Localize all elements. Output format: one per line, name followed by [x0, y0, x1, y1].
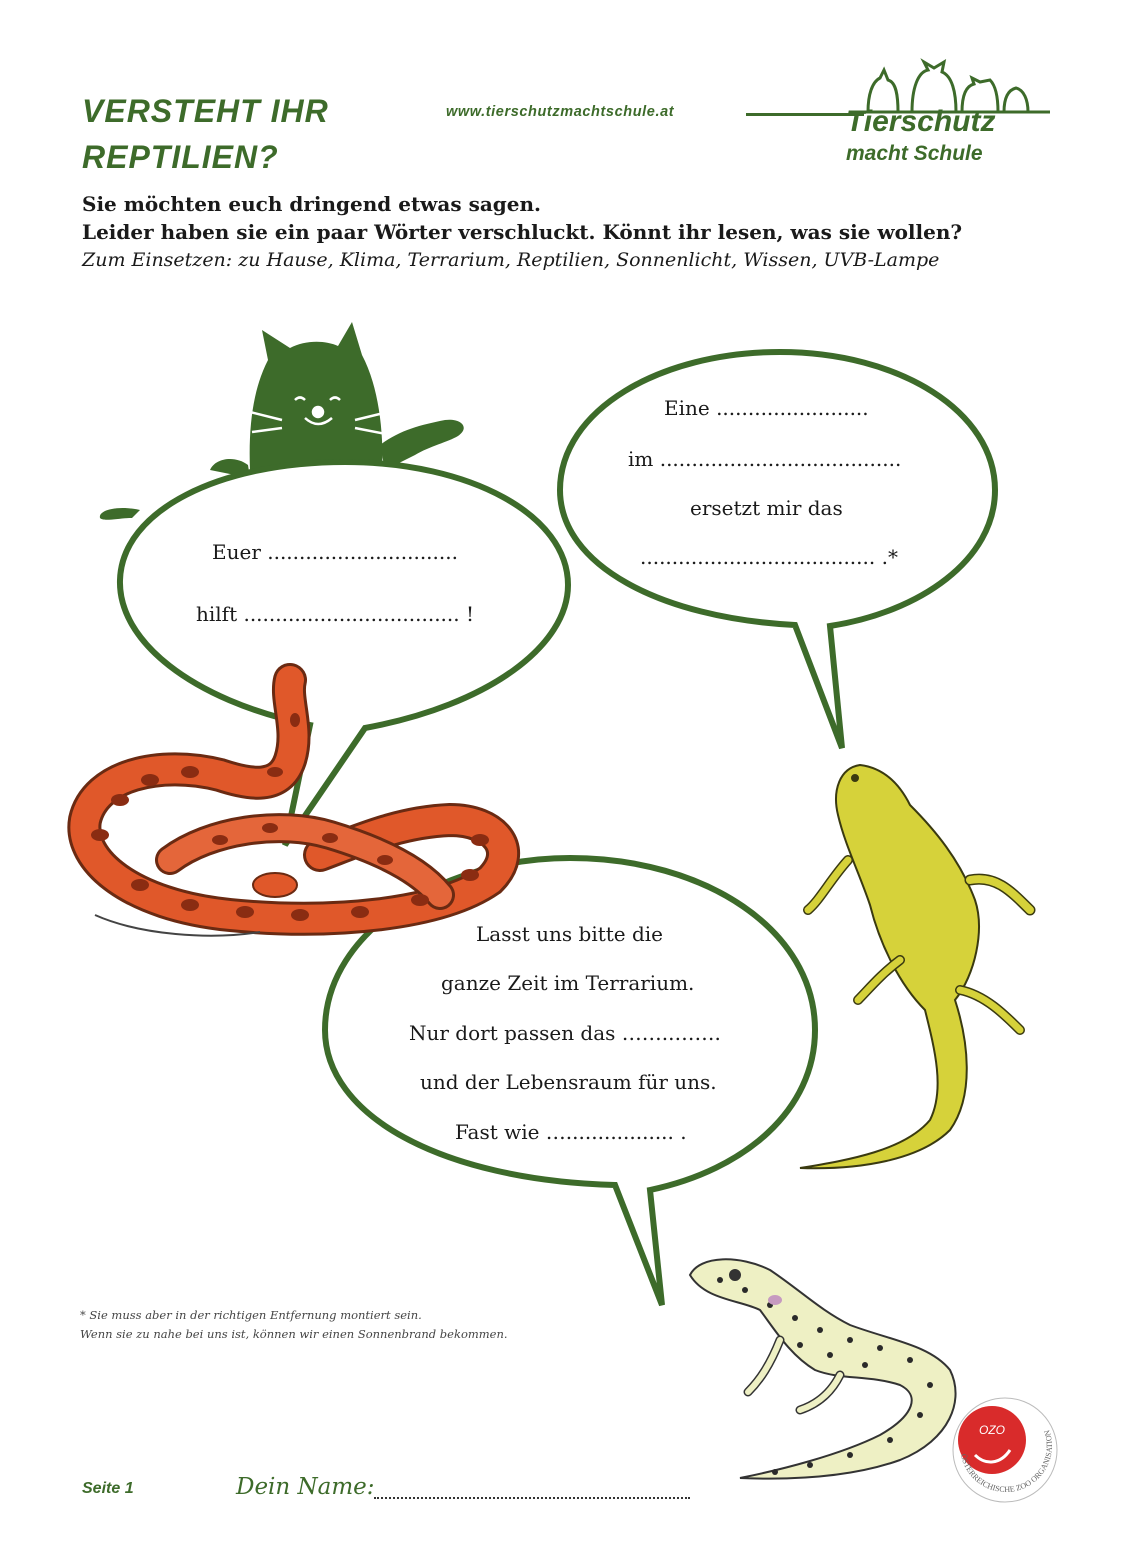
bearded-dragon-illustration — [800, 765, 1030, 1168]
name-input-line[interactable] — [374, 1497, 690, 1499]
bubble-right-line-1[interactable]: Eine ........................ — [664, 396, 869, 420]
footnote-line-1: * Sie muss aber in der richtigen Entfernung montiert sein. — [80, 1308, 422, 1322]
ozo-ring-label: ÖSTERREICHISCHE ZOO ORGANISATION — [958, 1428, 1055, 1495]
bubble-left-line-2[interactable]: hilft .................................. ! — [196, 602, 475, 626]
ozo-logo-ring — [952, 1392, 1060, 1500]
bubble-bottom-line-2: ganze Zeit im Terrarium. — [441, 971, 695, 995]
name-label: Dein Name: — [236, 1474, 375, 1500]
page-number: Seite 1 — [82, 1480, 134, 1497]
bubble-bottom-line-3[interactable]: Nur dort passen das ……..……. — [409, 1021, 721, 1045]
brand-logo-line-2: macht Schule — [846, 142, 983, 165]
ozo-logo-text: OZO — [979, 1423, 1005, 1437]
instructions — [82, 190, 1082, 274]
snake-head-icon — [253, 873, 297, 897]
bubble-bottom-line-1: Lasst uns bitte die — [476, 922, 664, 946]
bubble-right-line-4[interactable]: ..................................... .* — [640, 545, 898, 569]
footnote — [80, 1306, 508, 1344]
intro-line-1: Sie möchten euch dringend etwas sagen. — [82, 192, 542, 216]
title-line-1: VERSTEHT IHR — [82, 93, 329, 129]
svg-text:ÖSTERREICHISCHE ZOO ORGANISATI — [959, 1429, 1054, 1494]
ozo-ring-text — [952, 1392, 1060, 1500]
bubble-right-line-2[interactable]: im ...................................... — [628, 447, 902, 471]
brand-logo-line-1: Tierschutz — [846, 105, 996, 138]
bubble-right-line-3: ersetzt mir das — [690, 496, 843, 520]
footnote-line-2: Wenn sie zu nahe bei uns ist, können wir einen Sonnenbrand bekommen. — [80, 1327, 508, 1341]
bubble-bottom-line-4: und der Lebensraum für uns. — [420, 1070, 717, 1094]
intro-line-2: Leider haben sie ein paar Wörter verschluckt. Könnt ihr lesen, was sie wollen? — [82, 220, 963, 244]
gecko-illustration — [690, 1259, 956, 1478]
gecko-eye-icon — [730, 1270, 740, 1280]
website-link[interactable]: www.tierschutzmachtschule.at — [446, 104, 675, 120]
bubble-bottom-line-5[interactable]: Fast wie …................. . — [455, 1120, 687, 1144]
speech-bubble-left — [120, 462, 568, 845]
title-line-2: REPTILIEN? — [82, 139, 279, 175]
word-bank: Zum Einsetzen: zu Hause, Klima, Terrarium, Reptilien, Sonnenlicht, Wissen, UVB-Lampe — [82, 249, 940, 271]
bubble-left-line-1[interactable]: Euer .............................. — [212, 540, 458, 564]
